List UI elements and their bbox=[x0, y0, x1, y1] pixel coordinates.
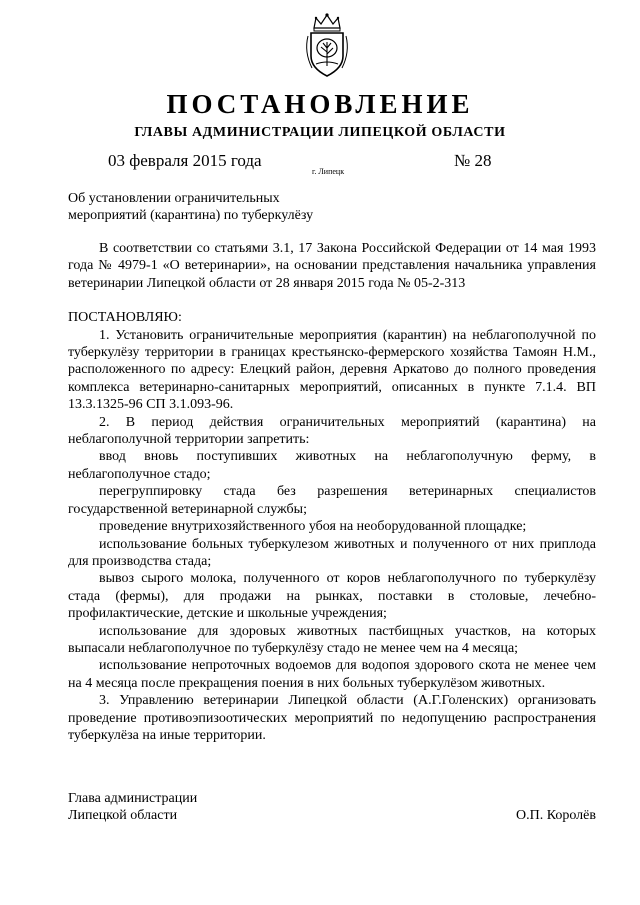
document-subtitle: ГЛАВЫ АДМИНИСТРАЦИИ ЛИПЕЦКОЙ ОБЛАСТИ bbox=[134, 125, 506, 140]
signatory-name: О.П. Королёв bbox=[516, 808, 596, 824]
signatory-position-2: Липецкой области bbox=[68, 808, 178, 824]
item-3: 3. Управлению ветеринарии Липецкой области (А.Г.Голенских) организовать проведение противоэпизоотических мероприятий по недопущению распространения туберкулёза на иные территории. bbox=[68, 693, 596, 743]
document-place: г. Липецк bbox=[312, 167, 345, 176]
item-2-sub-g: использование непроточных водоемов для водопоя здорового скота не менее чем на 4 месяца после прекращения поения в них больных туберкулёзом животных. bbox=[68, 658, 596, 691]
item-2-sub-e: вывоз сырого молока, полученного от коров неблагополучного по туберкулёзу стада (фермы), для продажи на рынках, поставки в столовые, лечебно-профилактические, детские и школьные учреждения; bbox=[68, 571, 596, 622]
item-2-sub-b: перегруппировку стада без разрешения ветеринарных специалистов государственной ветеринарной службы; bbox=[68, 484, 596, 517]
document-title: ПОСТАНОВЛЕНИЕ bbox=[166, 89, 474, 119]
document-number: № 28 bbox=[454, 151, 492, 170]
item-2-sub-d: использование больных туберкулезом животных и полученного от них приплода для производства стада; bbox=[68, 536, 596, 569]
document-subject bbox=[68, 190, 388, 224]
coat-of-arms-icon bbox=[302, 12, 352, 78]
subject-line-2: мероприятий (карантина) по туберкулёзу bbox=[68, 208, 314, 223]
item-2-sub-c: проведение внутрихозяйственного убоя на необорудованной площадке; bbox=[99, 519, 527, 535]
document-date: 03 февраля 2015 года bbox=[108, 151, 262, 170]
subject-line-1: Об установлении ограничительных bbox=[68, 191, 280, 206]
item-1: 1. Установить ограничительные мероприятия (карантин) на неблагополучной по туберкулёзу территории в границах крестьянско-фермерского хозяйства Тамоян Н.М., расположенного по адресу: Елецкий район, деревня Аркатово до полного проведения комплекса ветеринарно-санитарных мероприятий, описанных в пункте 7.1.4. ВП 13.3.1325-96 СП 3.1.093-96. bbox=[68, 327, 596, 413]
item-2: 2. В период действия ограничительных мероприятий (карантина) на неблагополучной территории запретить: bbox=[68, 414, 596, 448]
signatory-position-1: Глава администрации bbox=[68, 791, 198, 806]
decree-word: ПОСТАНОВЛЯЮ: bbox=[68, 310, 182, 326]
document-body bbox=[68, 240, 596, 744]
signature-block bbox=[68, 790, 596, 825]
preamble-paragraph: В соответствии со статьями 3.1, 17 Закона Российской Федерации от 14 мая 1993 года № 4979-1 «О ветеринарии», на основании представления начальника управления ветеринарии Липецкой области от 28 января 2015 года № 05-2-313 bbox=[68, 241, 596, 291]
item-2-sub-a: ввод вновь поступивших животных на неблагополучную ферму, в неблагополучное стадо; bbox=[68, 449, 596, 482]
item-2-sub-f: использование для здоровых животных пастбищных участков, на которых выпасали неблагополучное по туберкулёзу стадо не менее чем на 4 месяца; bbox=[68, 623, 596, 656]
